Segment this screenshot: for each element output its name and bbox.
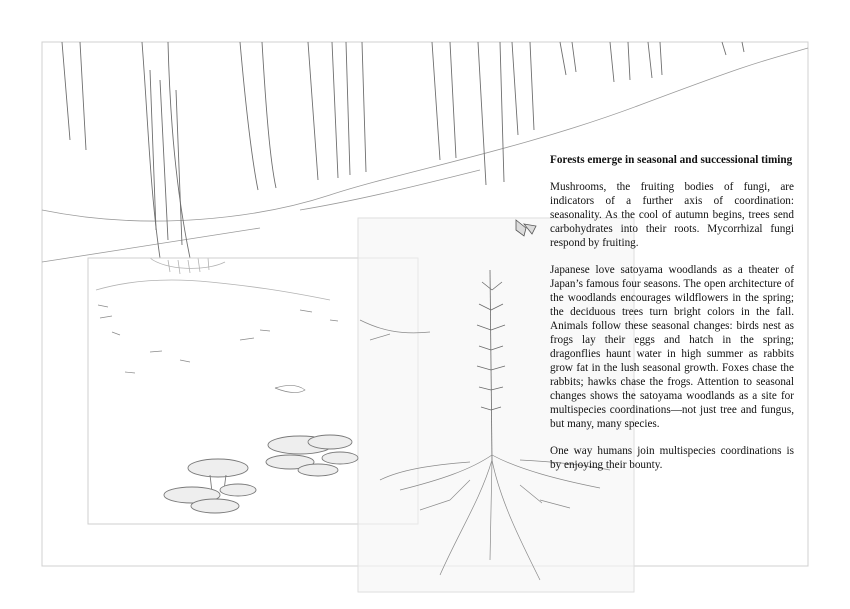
article-heading: Forests emerge in seasonal and successional timing bbox=[550, 154, 793, 166]
article-text bbox=[550, 153, 794, 485]
paragraph-bounty: One way humans join multispecies coordinations is by enjoying their bounty. bbox=[550, 445, 794, 471]
paragraph-seasonality: Mushrooms, the fruiting bodies of fungi, are indicators of a further axis of coordination: seasonality. As the cool of autumn begins, trees send carbohydrates into their roots. Mycorrhizal fungi respond by fruiting. bbox=[550, 181, 794, 249]
paragraph-four-seasons: Japanese love satoyama woodlands as a theater of Japan’s famous four seasons. The open architecture of the woodlands encourages wildflowers in the spring; the deciduous trees turn bright colors in the fall. Animals follow these seasonal changes: birds nest as frogs lay their eggs and hatch in the spring; dragonflies haunt water in high summer as rabbits grow fat in the lush seasonal growth. Foxes chase the rabbits; hawks chase the frogs. Attention to seasonal changes shows the satoyama woodlands as a site for multispecies coordinations—not just tree and fungus, but many, many species. bbox=[550, 264, 794, 430]
